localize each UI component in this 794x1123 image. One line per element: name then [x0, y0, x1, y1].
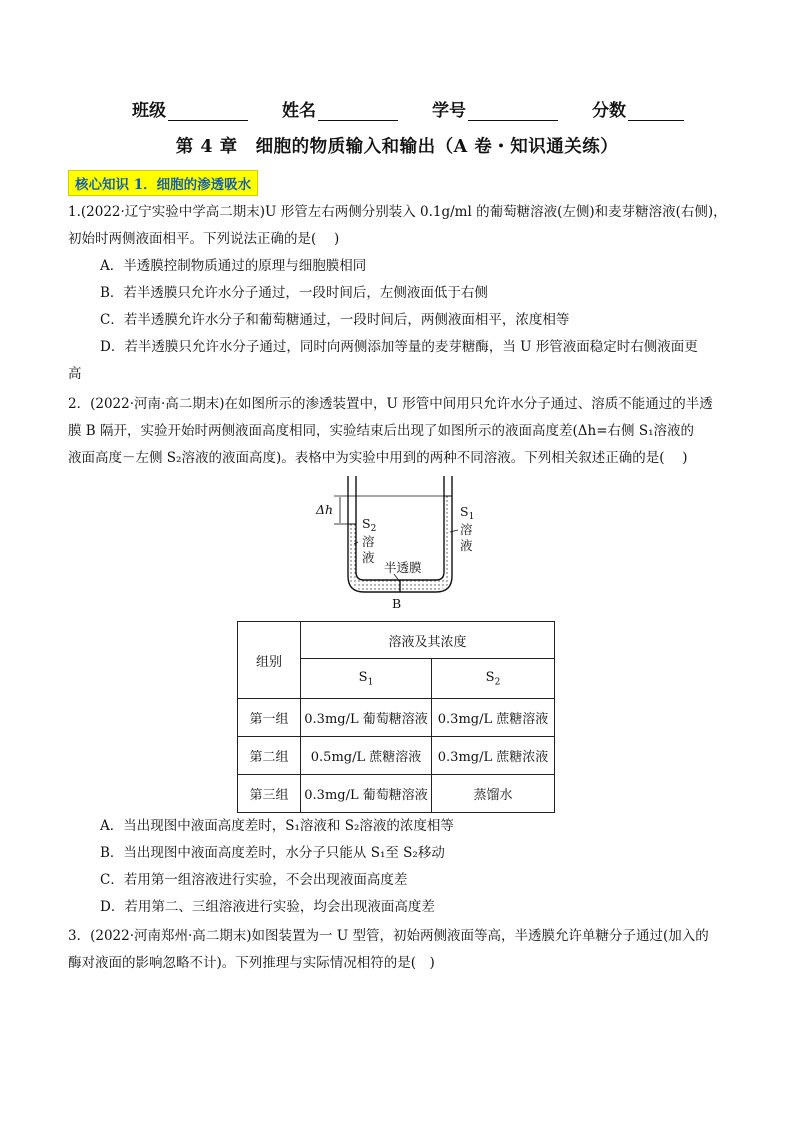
score-field[interactable] [592, 96, 684, 121]
student-number-label: 学号 [432, 101, 466, 121]
question-2 [68, 391, 728, 472]
class-label: 班级 [132, 101, 166, 121]
s1-label: $S_1$ [460, 504, 475, 522]
membrane-label: 半透膜 [384, 560, 422, 575]
question-2-options [68, 813, 728, 921]
delta-h-label: Δh [316, 502, 334, 517]
row-3-s1: 0.3mg/L 葡萄糖溶液 [301, 775, 432, 813]
s1-sol-char-2: 液 [460, 538, 473, 553]
s2-sol-char-1: 溶 [362, 534, 375, 549]
name-blank[interactable] [318, 102, 398, 121]
question-2-stem-line-1: 2．(2022·河南·高二期末)在如图所示的渗透装置中，U 形管中间用只允许水分子通过、溶质不能通过的半透 [68, 396, 713, 412]
s2-label: $S_2$ [362, 516, 377, 534]
table-row [238, 699, 555, 737]
question-3 [68, 923, 728, 977]
table-row [238, 737, 555, 775]
name-label: 姓名 [282, 101, 316, 121]
question-3-stem-line-1: 3．(2022·河南郑州·高二期末)如图装置为一 U 型管，初始两侧液面等高，半透膜允许单糖分子通过(加入的 [68, 928, 709, 944]
section-tag: 核心知识 1．细胞的渗透吸水 [68, 170, 258, 196]
question-2-option-c[interactable]: C．若用第一组溶液进行实验，不会出现液面高度差 [100, 872, 408, 888]
student-number-blank[interactable] [468, 102, 558, 121]
row-2-s2: 0.3mg/L 蔗糖浓液 [432, 737, 555, 775]
row-2-group: 第二组 [238, 737, 301, 775]
question-1-option-a[interactable]: A．半透膜控制物质通过的原理与细胞膜相同 [100, 258, 367, 274]
u-tube-diagram [310, 472, 480, 612]
question-1 [68, 199, 728, 388]
row-2-s1: 0.5mg/L 蔗糖溶液 [301, 737, 432, 775]
s2-sol-char-2: 液 [362, 550, 375, 565]
table-header-s2: $S_2$ [432, 659, 555, 699]
question-1-option-b[interactable]: B．若半透膜只允许水分子通过，一段时间后，左侧液面低于右侧 [100, 285, 488, 301]
question-2-option-d[interactable]: D．若用第二、三组溶液进行实验，均会出现液面高度差 [100, 899, 435, 915]
score-blank[interactable] [628, 102, 684, 121]
question-1-stem-line-1: 1.(2022·辽宁实验中学高二期末)U 形管左右两侧分别装入 0.1g/ml 的葡萄糖溶液(左侧)和麦芽糖溶液(右侧)， [68, 204, 727, 220]
table-row [238, 775, 555, 813]
membrane-b-label: B [392, 596, 402, 611]
question-3-stem-line-2: 酶对液面的影响忽略不计)。下列推理与实际情况相符的是( ) [68, 955, 435, 971]
row-1-s2: 0.3mg/L 蔗糖溶液 [432, 699, 555, 737]
question-1-option-d-tail: 高 [68, 366, 82, 382]
question-2-option-a[interactable]: A．当出现图中液面高度差时，S₁溶液和 S₂溶液的浓度相等 [100, 818, 454, 834]
class-field[interactable] [132, 96, 248, 121]
student-number-field[interactable] [432, 96, 558, 121]
class-blank[interactable] [168, 102, 248, 121]
row-1-group: 第一组 [238, 699, 301, 737]
document-title: 第 4 章 细胞的物质输入和输出（A 卷・知识通关练） [175, 137, 619, 157]
table-header-group: 组别 [238, 622, 301, 699]
student-info-line [132, 96, 732, 121]
question-1-option-d[interactable]: D．若半透膜只允许水分子通过，同时向两侧添加等量的麦芽糖酶，当 U 形管液面稳定时右侧液面更 [100, 339, 698, 355]
question-2-stem-line-2: 膜 B 隔开，实验开始时两侧液面高度相同，实验结束后出现了如图所示的液面高度差(Δh=右侧 S₁溶液的 [68, 423, 694, 439]
table-header-s1: $S_1$ [301, 659, 432, 699]
question-1-stem-line-2: 初始时两侧液面相平。下列说法正确的是( ) [68, 231, 340, 247]
solution-table [237, 621, 555, 813]
row-3-s2: 蒸馏水 [432, 775, 555, 813]
row-3-group: 第三组 [238, 775, 301, 813]
question-2-stem-line-3: 液面高度－左侧 S₂溶液的液面高度)。表格中为实验中用到的两种不同溶液。下列相关叙述正确的是( ) [68, 450, 688, 466]
question-2-option-b[interactable]: B．当出现图中液面高度差时，水分子只能从 S₁至 S₂移动 [100, 845, 445, 861]
question-1-option-c[interactable]: C．若半透膜允许水分子和葡萄糖通过，一段时间后，两侧液面相平，浓度相等 [100, 312, 570, 328]
table-header-solution: 溶液及其浓度 [301, 622, 555, 659]
s1-sol-char-1: 溶 [460, 522, 473, 537]
name-field[interactable] [282, 96, 398, 121]
row-1-s1: 0.3mg/L 葡萄糖溶液 [301, 699, 432, 737]
score-label: 分数 [592, 101, 626, 121]
s1-pointer [450, 530, 458, 532]
